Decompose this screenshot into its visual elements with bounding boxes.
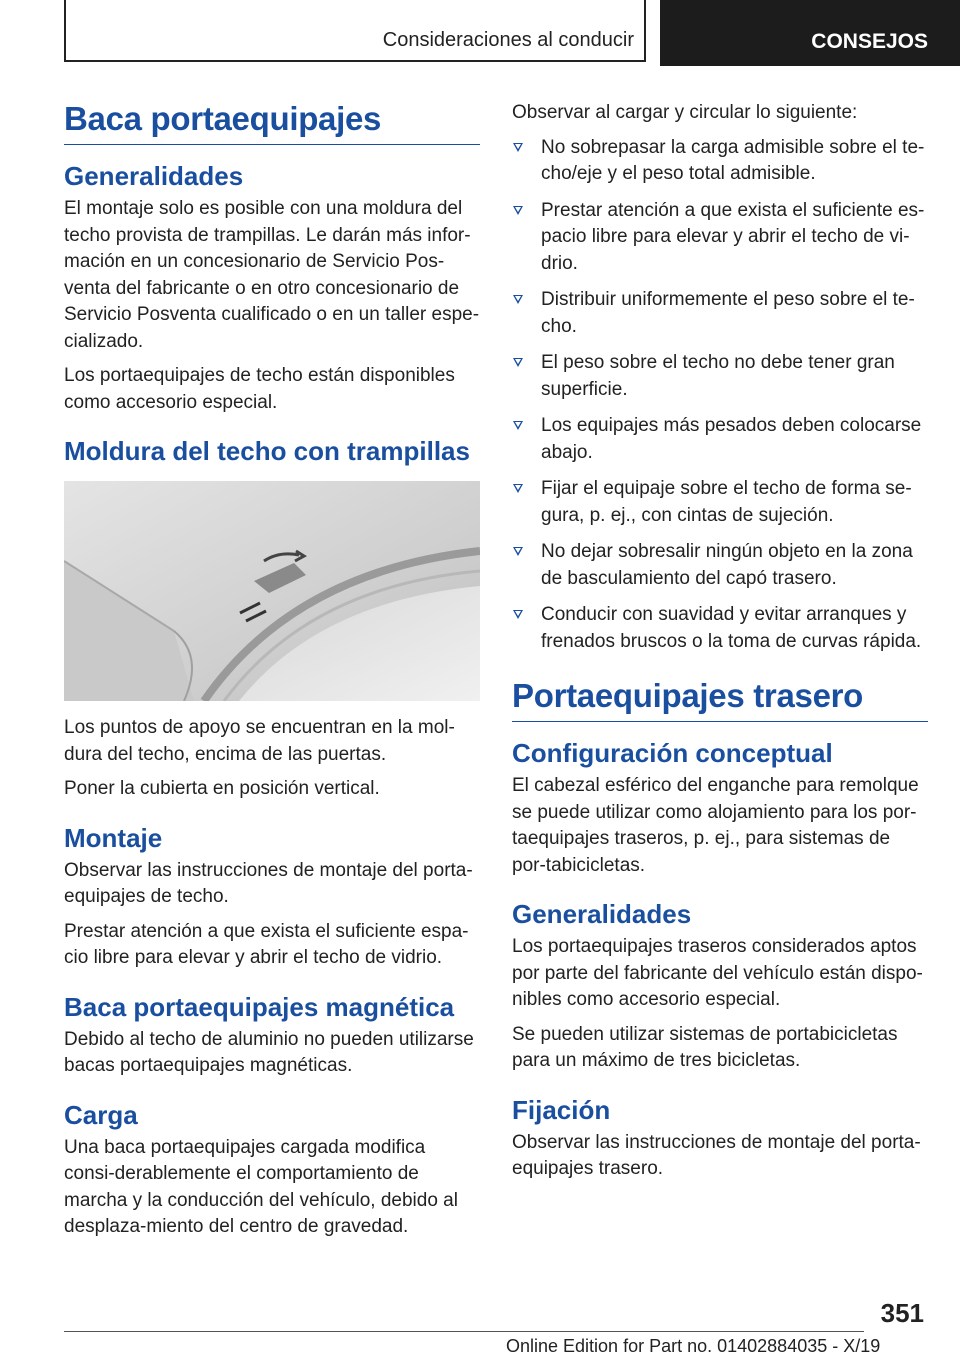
edition-note: Online Edition for Part no. 01402884035 - X/19	[506, 1336, 881, 1356]
triangle-bullet-icon	[513, 295, 523, 304]
list-item: No dejar sobresalir ningún objeto en la zona de basculamiento del capó trasero.	[512, 539, 928, 592]
moldura-paragraph-1: Los puntos de apoyo se encuentran en la mol-dura del techo, encima de las puertas.	[64, 717, 455, 765]
moldura-paragraph-2: Poner la cubierta en posición vertical.	[64, 778, 380, 799]
fijacion-paragraph-1: Observar las instrucciones de montaje del porta-equipajes trasero.	[512, 1131, 921, 1179]
footer-divider	[64, 1331, 864, 1332]
triangle-bullet-icon	[513, 358, 523, 367]
magnetica-heading: Baca portaequipajes magnética	[64, 991, 455, 1022]
carga-heading: Carga	[64, 1099, 138, 1130]
list-item: Distribuir uniformemente el peso sobre el te-cho.	[512, 287, 928, 340]
triangle-bullet-icon	[513, 421, 523, 430]
roof-moulding-illustration	[64, 481, 480, 701]
fijacion-heading: Fijación	[512, 1094, 611, 1125]
triangle-bullet-icon	[513, 143, 523, 152]
montaje-heading: Montaje	[64, 822, 163, 853]
rear-general-paragraph-2: Se pueden utilizar sistemas de portabicicletas para un máximo de tres bicicletas.	[512, 1023, 898, 1071]
general-heading: Generalidades	[64, 161, 244, 191]
page-title: Baca portaequipajes	[64, 100, 480, 145]
montaje-paragraph-2: Prestar atención a que exista el suficiente espa-cio libre para elevar y abrir el techo de vidrio.	[64, 920, 469, 968]
chapter-box	[64, 0, 646, 62]
section-tab	[660, 0, 960, 66]
list-item: No sobrepasar la carga admisible sobre el te-cho/eje y el peso total admisible.	[512, 135, 928, 188]
load-intro: Observar al cargar y circular lo siguiente:	[512, 102, 858, 123]
config-paragraph-1: El cabezal esférico del enganche para remolque se puede utilizar como alojamiento para los por-taequipajes traseros, p. ej., para sistemas de por-tabicicletas.	[512, 775, 919, 876]
roof-moulding-photo	[64, 481, 480, 701]
carga-paragraph-1: Una baca portaequipajes cargada modifica consi-derablemente el comportamiento de marcha y la conducción del vehículo, debido al desplaza-miento del centro de gravedad.	[64, 1136, 458, 1237]
config-heading: Configuración conceptual	[512, 738, 833, 768]
section-tab-label: CONSEJOS	[811, 30, 928, 53]
page-number: 351	[880, 1298, 924, 1328]
list-item: Fijar el equipaje sobre el techo de forma se-gura, p. ej., con cintas de sujeción.	[512, 476, 928, 529]
montaje-paragraph-1: Observar las instrucciones de montaje del porta-equipajes de techo.	[64, 859, 473, 907]
triangle-bullet-icon	[513, 547, 523, 556]
triangle-bullet-icon	[513, 484, 523, 493]
right-column	[512, 100, 928, 1191]
list-item: Prestar atención a que exista el suficiente es-pacio libre para elevar y abrir el techo de vi-drio.	[512, 198, 928, 278]
general-paragraph-1: El montaje solo es posible con una moldura del techo provista de trampillas. Le darán más infor-mación en un concesionario de Servicio Pos-venta del fabricante o en otro concesionario de Servicio Posventa cualificado o en un taller espe-cializado.	[64, 198, 480, 352]
list-item: Conducir con suavidad y evitar arranques y frenados bruscos o la toma de curvas rápida.	[512, 602, 928, 655]
chapter-title: Consideraciones al conducir	[382, 29, 634, 51]
magnetica-paragraph-1: Debido al techo de aluminio no pueden utilizarse bacas portaequipajes magnéticas.	[64, 1028, 474, 1076]
page-header	[0, 0, 960, 66]
triangle-bullet-icon	[513, 206, 523, 215]
triangle-bullet-icon	[513, 610, 523, 619]
rear-general-paragraph-1: Los portaequipajes traseros considerados aptos por parte del fabricante del vehículo están dispo-nibles como accesorio especial.	[512, 936, 923, 1010]
rear-general-heading: Generalidades	[512, 899, 692, 929]
section-title-rear-carrier: Portaequipajes trasero	[512, 677, 928, 722]
list-item: Los equipajes más pesados deben colocarse abajo.	[512, 413, 928, 466]
load-rules-list	[512, 135, 928, 656]
general-paragraph-2: Los portaequipajes de techo están disponibles como accesorio especial.	[64, 365, 455, 413]
list-item: El peso sobre el techo no debe tener gran superficie.	[512, 350, 928, 403]
left-column	[64, 100, 480, 1249]
moldura-heading: Moldura del techo con trampillas	[64, 436, 470, 466]
